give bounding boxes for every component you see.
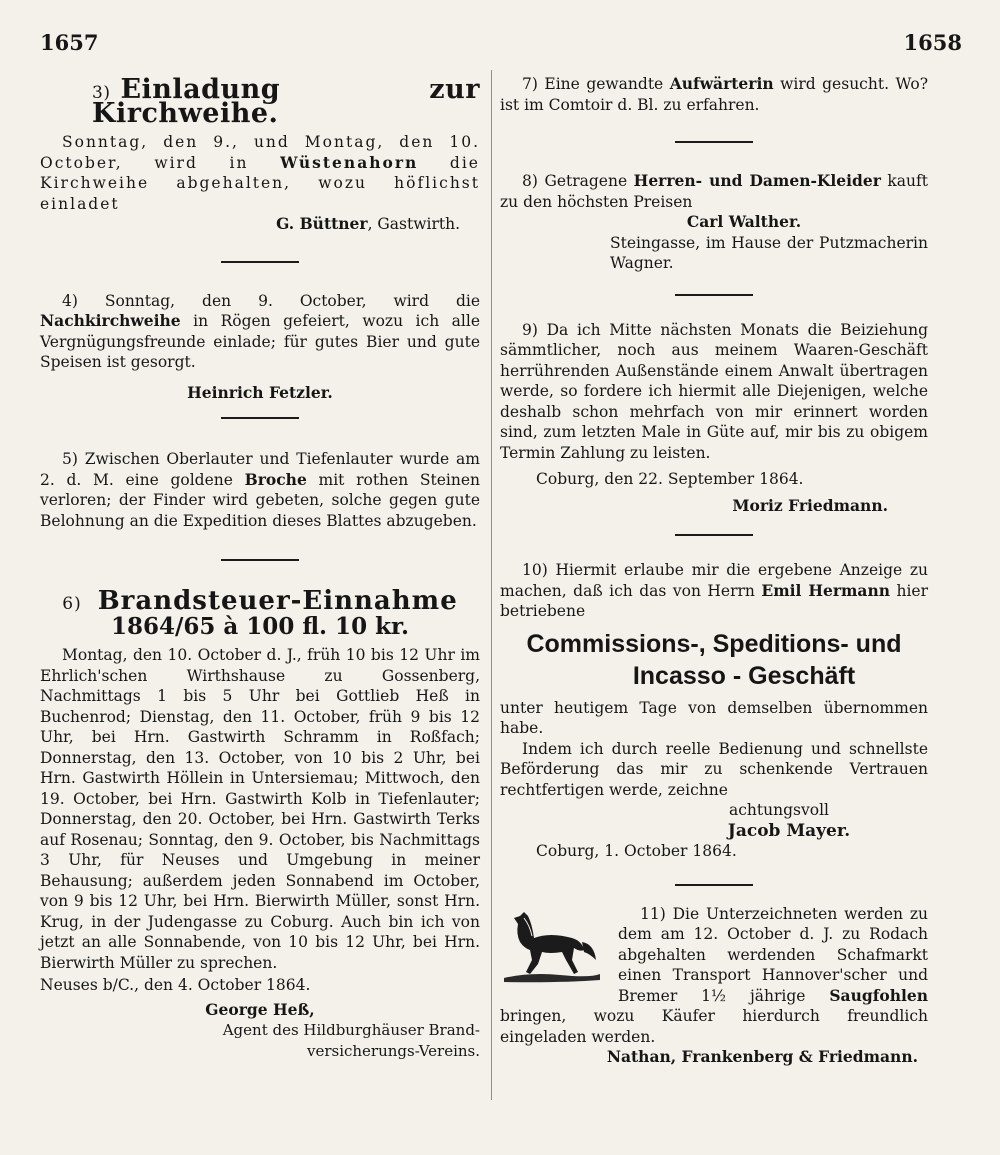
- ad-3-body-1: Sonntag, den 9., und Montag, den 10. October, wird in: [40, 133, 480, 172]
- ad-11-signature: Nathan, Frankenberg & Friedmann.: [606, 1047, 918, 1066]
- ad-6-sig-sub-2: versicherungs-Vereins.: [306, 1041, 480, 1060]
- ad-10-title-line-2: Incasso - Geschäft: [632, 661, 856, 690]
- ad-10-body-1: Hiermit erlaube mir die ergebene Anzeige zu machen, daß ich das von Herrn: [500, 561, 928, 600]
- separator-rule: [675, 141, 753, 143]
- ad-3-title-text: Einladung zur Kirchweihe.: [92, 74, 480, 129]
- ad-7-body: [500, 74, 928, 115]
- right-column: [500, 66, 928, 1068]
- ad-7-body-2: wird gesucht. Wo? ist im Comtoir d. Bl. zu erfahren.: [500, 75, 928, 114]
- ad-6-number: 6): [62, 594, 82, 614]
- ad-5: [40, 449, 480, 531]
- ad-3-place: Wüstenahorn: [280, 152, 419, 172]
- ad-6-place-date: Neuses b/C., den 4. October 1864.: [40, 976, 311, 994]
- ad-4-body-1: Sonntag, den 9. October, wird die: [77, 291, 480, 310]
- ad-3-sig-rest: , Gastwirth.: [367, 215, 460, 233]
- ad-5-bold: Broche: [244, 469, 307, 489]
- ad-4-bold: Nachkirchweihe: [40, 311, 181, 330]
- ad-3-signature: [40, 214, 480, 235]
- page-number-right: 1658: [903, 30, 962, 55]
- ad-4: [40, 291, 480, 404]
- ad-6-subtitle: 1864/65 à 100 fl. 10 kr.: [110, 612, 410, 640]
- ad-8-number: 8): [522, 172, 538, 190]
- ad-6-sig-sub-1: Agent des Hildburghäuser Brand-: [222, 1021, 480, 1039]
- ad-9-body-text: Da ich Mitte nächsten Monats die Beiziehung sämmtlicher, noch aus meinem Waaren-Geschäft herrührenden Außenstände einem Anwalt übertragen werde, so fordere ich hiermit alle Diejenigen, welche deshalb schon mehrfach von mir erinnert worden sind, zum letzten Male in Güte auf, mir bis zu obigem Termin Zahlung zu leisten.: [500, 320, 928, 462]
- ad-10-title-line-1: Commissions-, Speditions- und: [526, 629, 902, 658]
- ad-8-bold: Herren- und Damen-Kleider: [633, 171, 881, 190]
- separator-rule: [675, 534, 753, 536]
- ad-8-body: [500, 171, 928, 212]
- ad-7: [500, 74, 928, 115]
- ad-10: [500, 560, 928, 862]
- ad-11-body-2: bringen, wozu Käufer hierdurch freundlich eingeladen werden.: [500, 1007, 928, 1046]
- separator-rule: [675, 294, 753, 296]
- horse-illustration: [500, 908, 604, 988]
- ad-11-bold: Saugfohlen: [829, 985, 928, 1005]
- ad-10-bold: Emil Hermann: [761, 580, 890, 600]
- ad-10-body-3: unter heutigem Tage von demselben übernommen habe.: [500, 698, 928, 737]
- ad-3: [40, 74, 480, 235]
- ad-10-body-4: Indem ich durch reelle Bedienung und schnellste Beförderung das mir zu schenkende Vertrauen rechtfertigen werde, zeichne: [500, 739, 928, 799]
- ad-8-signature: Carl Walther.: [686, 212, 802, 231]
- separator-rule: [221, 261, 299, 263]
- ad-7-number: 7): [522, 75, 538, 93]
- ad-8-sig-sub: Steingasse, im Hause der Putzmacherin Wagner.: [610, 233, 928, 272]
- ad-3-body-2: die Kirchweihe abgehalten, wozu höflichst einladet: [40, 153, 480, 213]
- ad-9-place-date: Coburg, den 22. September 1864.: [536, 470, 804, 488]
- ad-11: [500, 904, 928, 1068]
- ad-7-bold: Aufwärterin: [669, 74, 774, 93]
- ad-10-body-2: hier betriebene: [500, 581, 929, 620]
- ad-10-signature: Jacob Mayer.: [727, 820, 851, 841]
- ad-4-signature: Heinrich Fetzler.: [187, 382, 333, 402]
- ad-6-signature: George Heß,: [205, 999, 315, 1019]
- left-column: [40, 66, 480, 1061]
- ad-9: [500, 320, 928, 517]
- ad-4-body-2: in Rögen gefeiert, wozu ich alle Vergnügungsfreunde einlade; für gutes Bier und gute Speisen ist gesorgt.: [40, 312, 480, 371]
- ad-7-body-1: Eine gewandte: [537, 75, 670, 93]
- column-divider: [491, 70, 492, 1100]
- separator-rule: [221, 417, 299, 419]
- ad-10-title: [500, 628, 928, 692]
- ad-4-number: 4): [62, 291, 78, 310]
- ad-8: [500, 171, 928, 274]
- ad-6: [40, 586, 480, 1061]
- ad-4-body: [40, 291, 480, 373]
- separator-rule: [221, 559, 299, 561]
- ad-10-number: 10): [522, 561, 548, 579]
- separator-rule: [675, 884, 753, 886]
- ad-5-body-1: Zwischen Oberlauter und Tiefenlauter wurde am 2. d. M. eine goldene: [40, 450, 480, 489]
- ad-11-number: 11): [640, 904, 666, 923]
- ad-10-closing: achtungsvoll: [729, 801, 829, 819]
- ad-6-body: Montag, den 10. October d. J., früh 10 bis 12 Uhr im Ehrlich'schen Wirthshause zu Gossenberg, Nachmittags 1 bis 5 Uhr bei Gottlieb Heß in Buchenrod; Dienstag, den 11. October, früh 9 bis 12 Uhr, bei Hrn. Gastwirth Schramm in Roßfach; Donnerstag, den 13. October, von 10 bis 2 Uhr, bei Hrn. Gastwirth Höllein in Untersiemau; Mittwoch, den 19. October, bei Hrn. Gastwirth Kolb in Tiefenlauter; Donnerstag, den 20. October, bei Hrn. Gastwirth Terks auf Rosenau; Sonntag, den 9. October, bis Nachmittags 3 Uhr, für Neuses und Umgebung in meiner Behausung; außerdem jeden Sonnabend im October, von 9 bis 12 Uhr, bei Hrn. Bierwirth Müller, sonst Hrn. Krug, in der Judengasse zu Coburg. Auch bin ich von jetzt an alle Sonnabende, von 10 bis 12 Uhr, bei Hrn. Bierwirth Müller zu sprechen.: [40, 646, 480, 972]
- page-number-left: 1657: [40, 30, 99, 55]
- ad-11-body-1: Die Unterzeichneten werden zu dem am 12. October d. J. zu Rodach abgehalten werdenden Schafmarkt einen Transport Hannover'scher und Bremer 1½ jährige: [618, 904, 928, 1005]
- ad-9-signature: Moriz Friedmann.: [732, 495, 888, 515]
- ad-3-number: 3): [92, 83, 111, 103]
- ad-8-body-1: Getragene: [537, 172, 634, 190]
- ad-6-title: [40, 586, 480, 616]
- ad-10-body: [500, 560, 928, 622]
- ad-5-body: [40, 449, 480, 531]
- ad-5-body-2: mit rothen Steinen verloren; der Finder wird gebeten, solche gegen gute Belohnung an die Expedition dieses Blattes abzugeben.: [40, 470, 481, 530]
- ad-3-sig-name: G. Büttner: [276, 214, 368, 233]
- ad-8-body-2: kauft zu den höchsten Preisen: [500, 172, 928, 211]
- ad-3-title: [92, 74, 480, 129]
- ad-6-title-text: Brandsteuer-Einnahme: [97, 586, 458, 616]
- ad-10-place-date: Coburg, 1. October 1864.: [536, 842, 737, 860]
- ad-9-body: [500, 320, 928, 464]
- horse-icon: [500, 908, 604, 988]
- ad-3-body: [40, 132, 480, 214]
- ad-9-number: 9): [522, 320, 538, 339]
- ad-5-number: 5): [62, 450, 78, 468]
